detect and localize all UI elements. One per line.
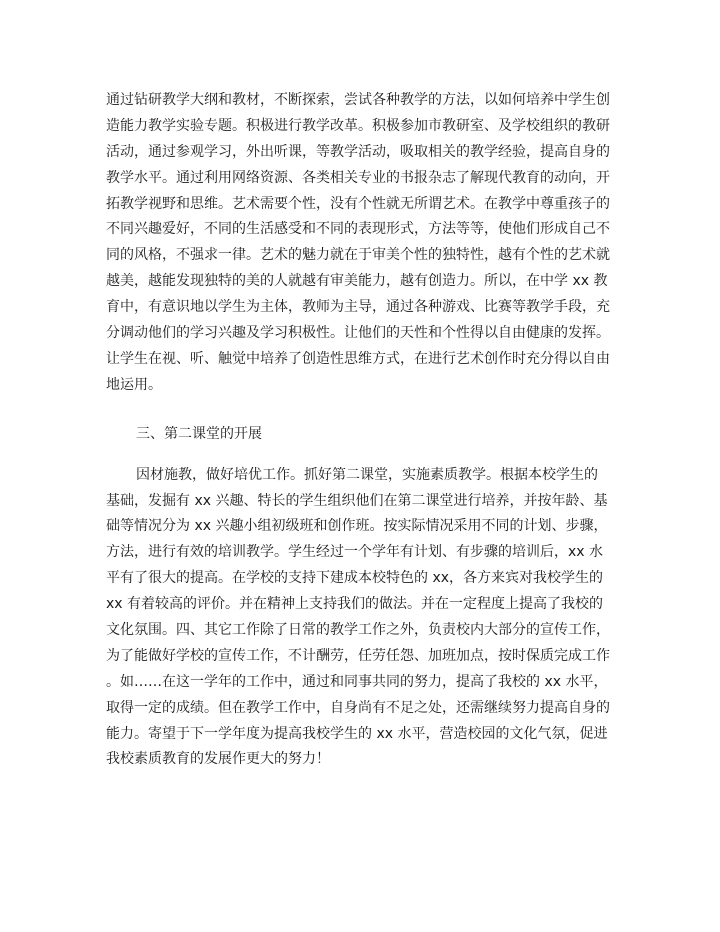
text-line: xx 有着较高的评价。并在精神上支持我们的做法。并在一定程度上提高了我校的 [106,596,604,613]
text-line: 拓教学视野和思维。艺术需要个性，没有个性就无所谓艺术。在教学中尊重孩子的 [106,195,610,212]
text-line: 教学水平。通过利用网络资源、各类相关专业的书报杂志了解现代教育的动向，开 [106,169,610,186]
text-line: 础等情况分为 xx 兴趣小组初级班和创作班。按实际情况采用不同的计划、步骤， [106,518,608,535]
text-line: 育中，有意识地以学生为主体，教师为主导，通过各种游戏、比赛等教学手段，充 [106,299,610,316]
text-line: 不同兴趣爱好，不同的生活感受和不同的表现形式，方法等等，使他们形成自己不 [106,221,610,238]
text-line: 取得一定的成绩。但在教学工作中，自身尚有不足之处，还需继续努力提高自身的 [106,699,610,716]
text-line: 地运用。 [106,376,162,393]
text-line: 造能力教学实验专题。积极进行教学改革。积极参加市教研室、及学校组织的教研 [106,117,610,134]
paragraph-second-classroom [106,463,615,774]
text-line: 基础，发掘有 xx 兴趣、特长的学生组织他们在第二课堂进行培养，并按年龄、基 [106,492,608,509]
section-heading: 三、第二课堂的开展 [136,425,262,442]
text-line: 文化氛围。四、其它工作除了日常的教学工作之外，负责校内大部分的宣传工作， [106,622,610,639]
text-line: 方法，进行有效的培训教学。学生经过一个学年有计划、有步骤的培训后，xx 水 [106,544,604,561]
text-line: 能力。寄望于下一学年度为提高我校学生的 xx 水平，营造校园的文化气氛，促进 [106,725,608,742]
text-line: 越美，越能发现独特的美的人就越有审美能力，越有创造力。所以，在中学 xx 教 [106,273,608,290]
text-line: 让学生在视、听、触觉中培养了创造性思维方式，在进行艺术创作时充分得以自由 [106,350,610,367]
text-line: 活动，通过参观学习，外出听课，等教学活动，吸取相关的教学经验，提高自身的 [106,143,610,160]
paragraph-teaching-reform [106,88,615,399]
text-line: 通过钻研教学大纲和教材，不断探索，尝试各种教学的方法，以如何培养中学生创 [106,92,610,108]
text-line: 我校素质教育的发展作更大的努力！ [106,751,330,768]
document-body [106,88,615,773]
text-line: 因材施教，做好培优工作。抓好第二课堂，实施素质教学。根据本校学生的 [136,466,598,483]
text-line: 。如……在这一学年的工作中，通过和同事共同的努力，提高了我校的 xx 水平， [106,673,608,690]
text-line: 分调动他们的学习兴趣及学习积极性。让他们的天性和个性得以自由健康的发挥。 [106,325,610,342]
text-line: 为了能做好学校的宣传工作，不计酬劳，任劳任怨、加班加点，按时保质完成工作 [106,647,610,664]
text-line: 同的风格，不强求一律。艺术的魅力就在于审美个性的独特性，越有个性的艺术就 [106,247,610,264]
text-line: 平有了很大的提高。在学校的支持下建成本校特色的 xx，各方来宾对我校学生的 [106,570,604,587]
